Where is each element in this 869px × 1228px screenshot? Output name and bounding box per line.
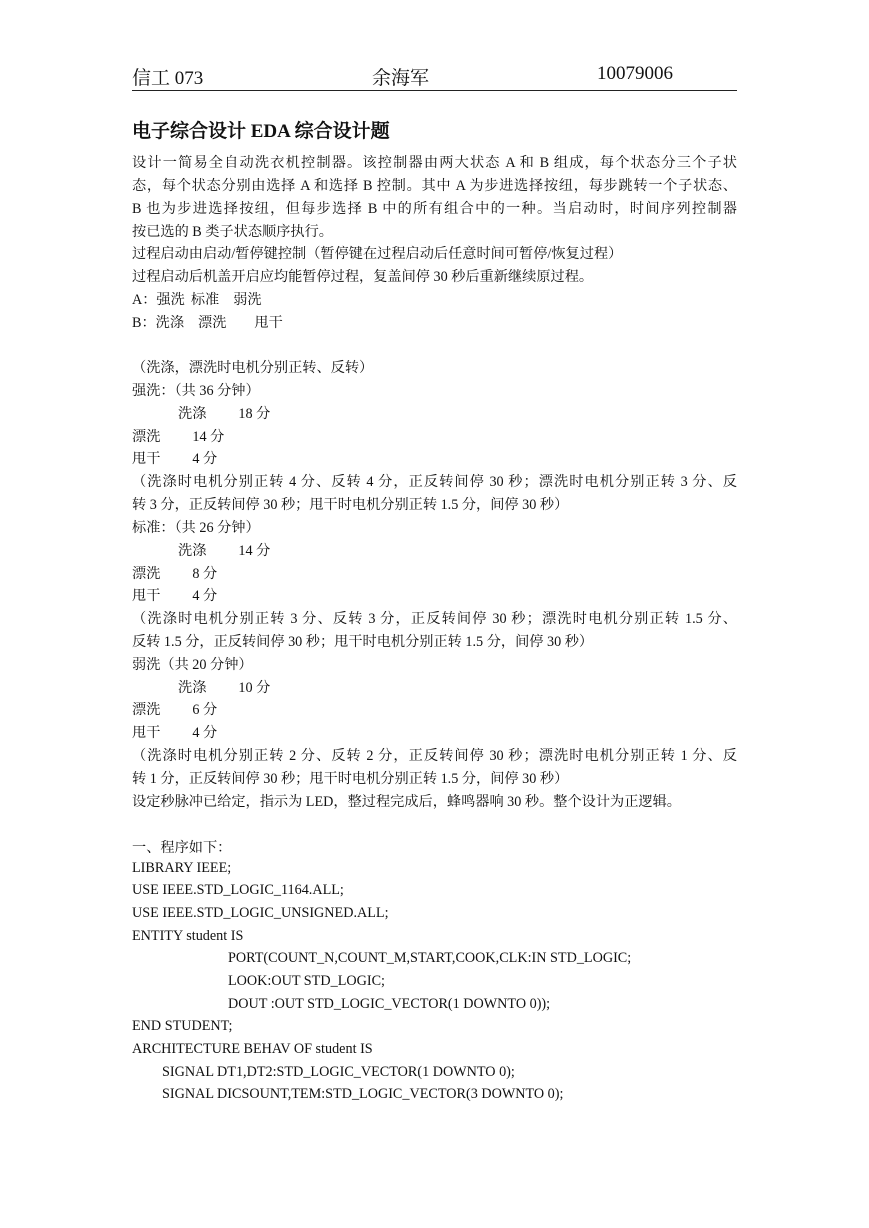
intro-line: 设计一简易全自动洗衣机控制器。该控制器由两大状态 A 和 B 组成，每个状态分三个子状 [132, 155, 737, 171]
header-author: 余海军 [372, 68, 430, 89]
mode-desc-line: 转 1 分，正反转间停 30 秒；甩干时电机分别正转 1.5 分，间停 30 秒） [132, 771, 569, 787]
step-time: 4 分 [192, 451, 218, 467]
step-time: 4 分 [192, 725, 218, 741]
conclusion-text: 设定秒脉冲已给定，指示为 LED，整过程完成后，蜂鸣器响 30 秒。整个设计为正逻辑。 [132, 794, 681, 810]
rule-line: 过程启动由启动/暂停键控制（暂停键在过程启动后任意时间可暂停/恢复过程） [132, 246, 623, 262]
step-time: 8 分 [192, 566, 218, 582]
code-line: LOOK:OUT STD_LOGIC; [228, 973, 385, 989]
code-line: ENTITY student IS [132, 928, 244, 944]
mode-desc-line: （洗涤时电机分别正转 2 分、反转 2 分，正反转间停 30 秒；漂洗时电机分别正转 1 分、反 [132, 748, 737, 764]
step-name: 甩干 [132, 451, 161, 467]
mode-spin-line [132, 448, 217, 468]
state-b-line [132, 312, 283, 332]
code-line: SIGNAL DICSOUNT,TEM:STD_LOGIC_VECTOR(3 DOWNTO 0); [162, 1086, 564, 1102]
intro-line: B 也为步进选择按纽，但每步选择 B 中的所有组合中的一种。当启动时，时间序列控制器 [132, 201, 737, 217]
state-a-item: 标准 [190, 292, 220, 308]
motor-note: （洗涤，漂洗时电机分别正转、反转） [132, 360, 374, 376]
code-line: LIBRARY IEEE; [132, 860, 232, 876]
header-student-id: 10079006 [597, 63, 673, 84]
step-name: 甩干 [132, 725, 161, 741]
code-line: END STUDENT; [132, 1018, 233, 1034]
mode-desc-line: （洗涤时电机分别正转 3 分、反转 3 分，正反转间停 30 秒；漂洗时电机分别正转 1.5 分、 [132, 611, 737, 627]
step-name: 漂洗 [132, 566, 161, 582]
mode-heading: 强洗：（共 36 分钟） [132, 383, 260, 399]
step-name: 洗涤 [178, 680, 207, 696]
intro-line: 按已选的 B 类子状态顺序执行。 [132, 224, 333, 240]
state-b-label: B：洗涤 [132, 315, 185, 331]
step-name: 洗涤 [178, 543, 207, 559]
mode-desc-line: 反转 1.5 分，正反转间停 30 秒；甩干时电机分别正转 1.5 分，间停 30 秒） [132, 634, 594, 650]
mode-heading: 标准：（共 26 分钟） [132, 520, 260, 536]
step-time: 18 分 [238, 406, 271, 422]
code-line: USE IEEE.STD_LOGIC_UNSIGNED.ALL; [132, 905, 389, 921]
program-heading: 一、程序如下： [132, 840, 232, 856]
step-time: 14 分 [192, 429, 225, 445]
mode-wash-line [178, 677, 270, 697]
mode-rinse-line [132, 699, 217, 719]
intro-line: 态，每个状态分别由选择 A 和选择 B 控制。其中 A 为步进选择按纽，每步跳转一个子状态、 [132, 178, 737, 194]
state-a-item: 弱洗 [233, 292, 262, 308]
step-name: 漂洗 [132, 702, 161, 718]
code-line: PORT(COUNT_N,COUNT_M,START,COOK,CLK:IN STD_LOGIC; [228, 950, 632, 966]
mode-wash-line [178, 540, 270, 560]
step-time: 6 分 [192, 702, 218, 718]
document-title: 电子综合设计 EDA 综合设计题 [132, 121, 390, 142]
mode-desc-line: 转 3 分，正反转间停 30 秒；甩干时电机分别正转 1.5 分，间停 30 秒） [132, 497, 569, 513]
state-a-line [132, 289, 262, 309]
code-line: USE IEEE.STD_LOGIC_1164.ALL; [132, 882, 344, 898]
step-name: 漂洗 [132, 429, 161, 445]
code-line: SIGNAL DT1,DT2:STD_LOGIC_VECTOR(1 DOWNTO 0); [162, 1064, 515, 1080]
step-time: 10 分 [238, 680, 271, 696]
state-b-item: 漂洗 [198, 315, 227, 331]
mode-spin-line [132, 722, 217, 742]
state-a-label: A：强洗 [132, 292, 185, 308]
mode-rinse-line [132, 426, 224, 446]
mode-desc-line: （洗涤时电机分别正转 4 分、反转 4 分，正反转间停 30 秒；漂洗时电机分别正转 3 分、反 [132, 474, 737, 490]
code-line: ARCHITECTURE BEHAV OF student IS [132, 1041, 373, 1057]
step-name: 洗涤 [178, 406, 207, 422]
step-time: 14 分 [238, 543, 271, 559]
rule-line: 过程启动后机盖开启应均能暂停过程，复盖间停 30 秒后重新继续原过程。 [132, 269, 594, 285]
mode-rinse-line [132, 563, 217, 583]
step-time: 4 分 [192, 588, 218, 604]
mode-heading: 弱洗（共 20 分钟） [132, 657, 253, 673]
mode-spin-line [132, 585, 217, 605]
page-header [132, 60, 737, 91]
header-class: 信工 073 [132, 68, 204, 89]
code-line: DOUT :OUT STD_LOGIC_VECTOR(1 DOWNTO 0)); [228, 996, 551, 1012]
mode-wash-line [178, 403, 270, 423]
state-b-item: 甩干 [254, 315, 283, 331]
step-name: 甩干 [132, 588, 161, 604]
